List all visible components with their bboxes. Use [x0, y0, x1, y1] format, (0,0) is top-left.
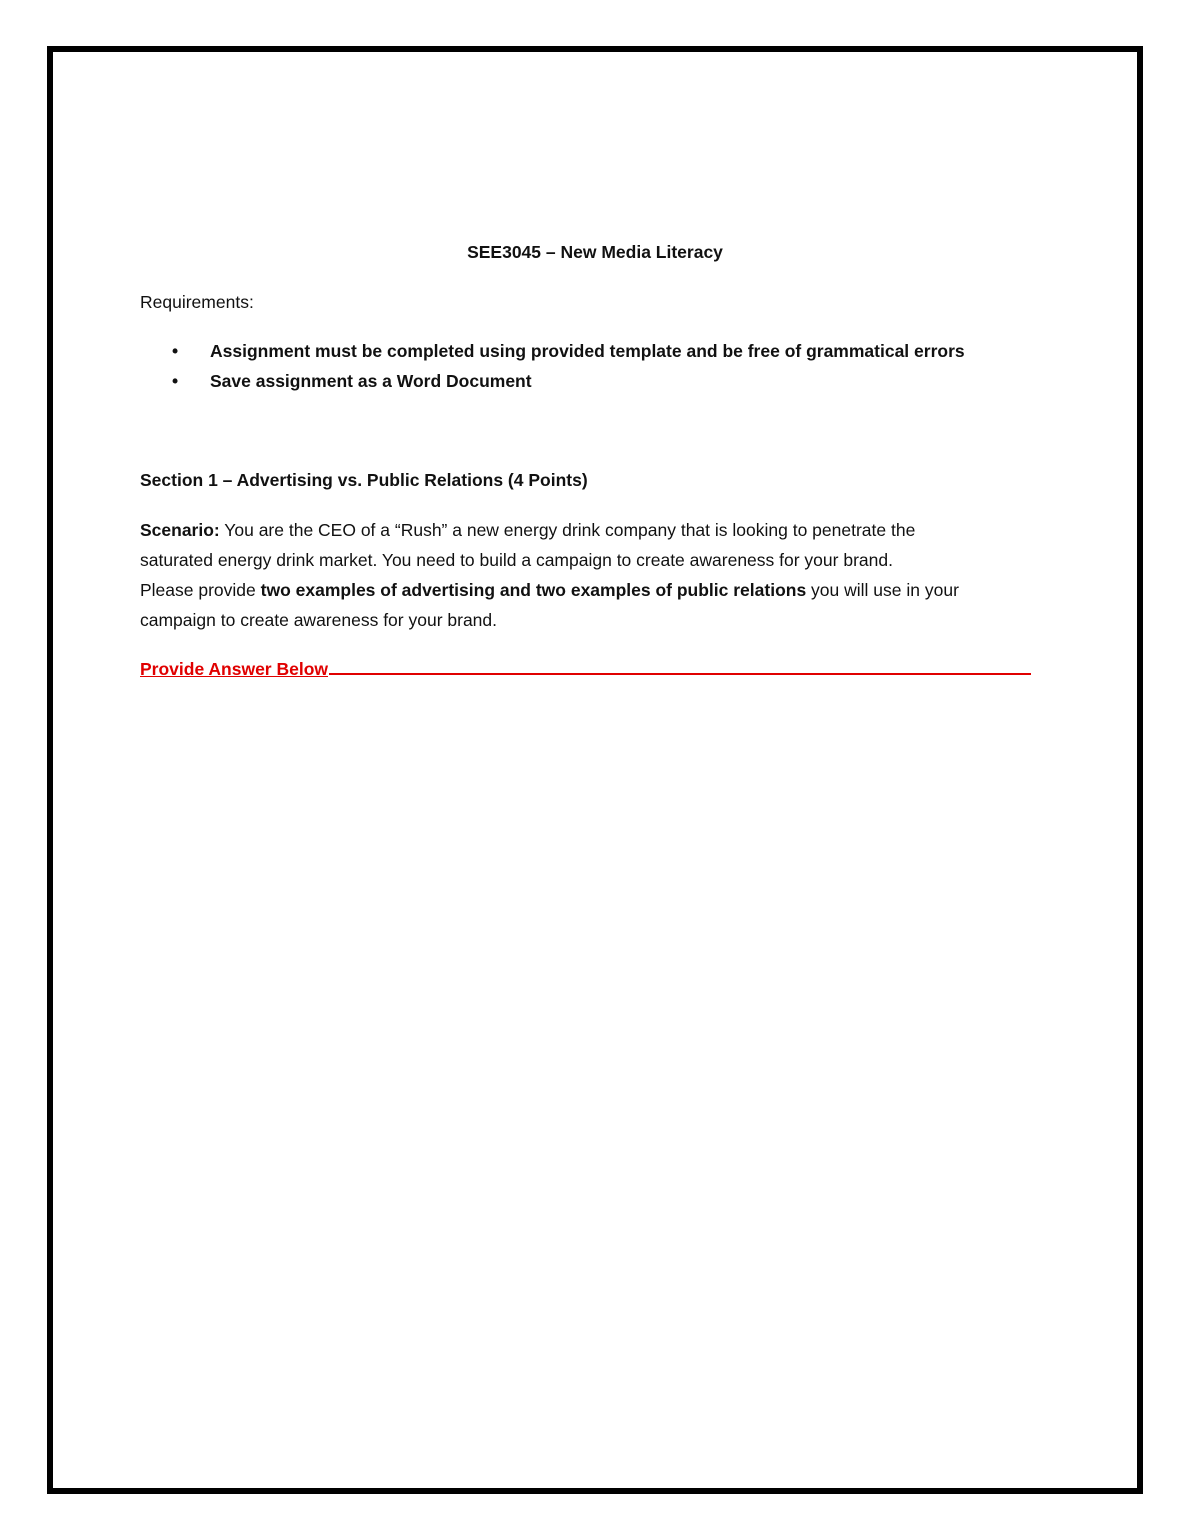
answer-prompt: Provide Answer Below	[140, 659, 329, 679]
scenario-label: Scenario:	[140, 520, 220, 540]
section-heading: Section 1 – Advertising vs. Public Relations (4 Points)	[140, 470, 588, 490]
scenario-text: you will use in your	[806, 580, 959, 600]
scenario-line-1	[140, 515, 915, 545]
scenario-line-4: campaign to create awareness for your brand.	[140, 610, 497, 630]
requirements-label: Requirements:	[140, 292, 254, 312]
scenario-line-2: saturated energy drink market. You need to build a campaign to create awareness for your brand.	[140, 550, 893, 570]
scenario-text: Please provide	[140, 580, 261, 600]
requirement-item: Assignment must be completed using provided template and be free of grammatical errors	[210, 341, 965, 361]
scenario-line-3	[140, 575, 959, 605]
scenario-emphasis: two examples of advertising and two examples of public relations	[260, 580, 807, 600]
scenario-text: You are the CEO of a “Rush” a new energy drink company that is looking to penetrate the	[219, 520, 916, 540]
bullet-icon: •	[172, 371, 179, 391]
requirement-item: Save assignment as a Word Document	[210, 371, 532, 391]
bullet-icon: •	[172, 341, 179, 361]
document-title: SEE3045 – New Media Literacy	[467, 242, 723, 262]
answer-prompt-line	[140, 654, 1031, 684]
answer-underline	[329, 673, 1031, 675]
